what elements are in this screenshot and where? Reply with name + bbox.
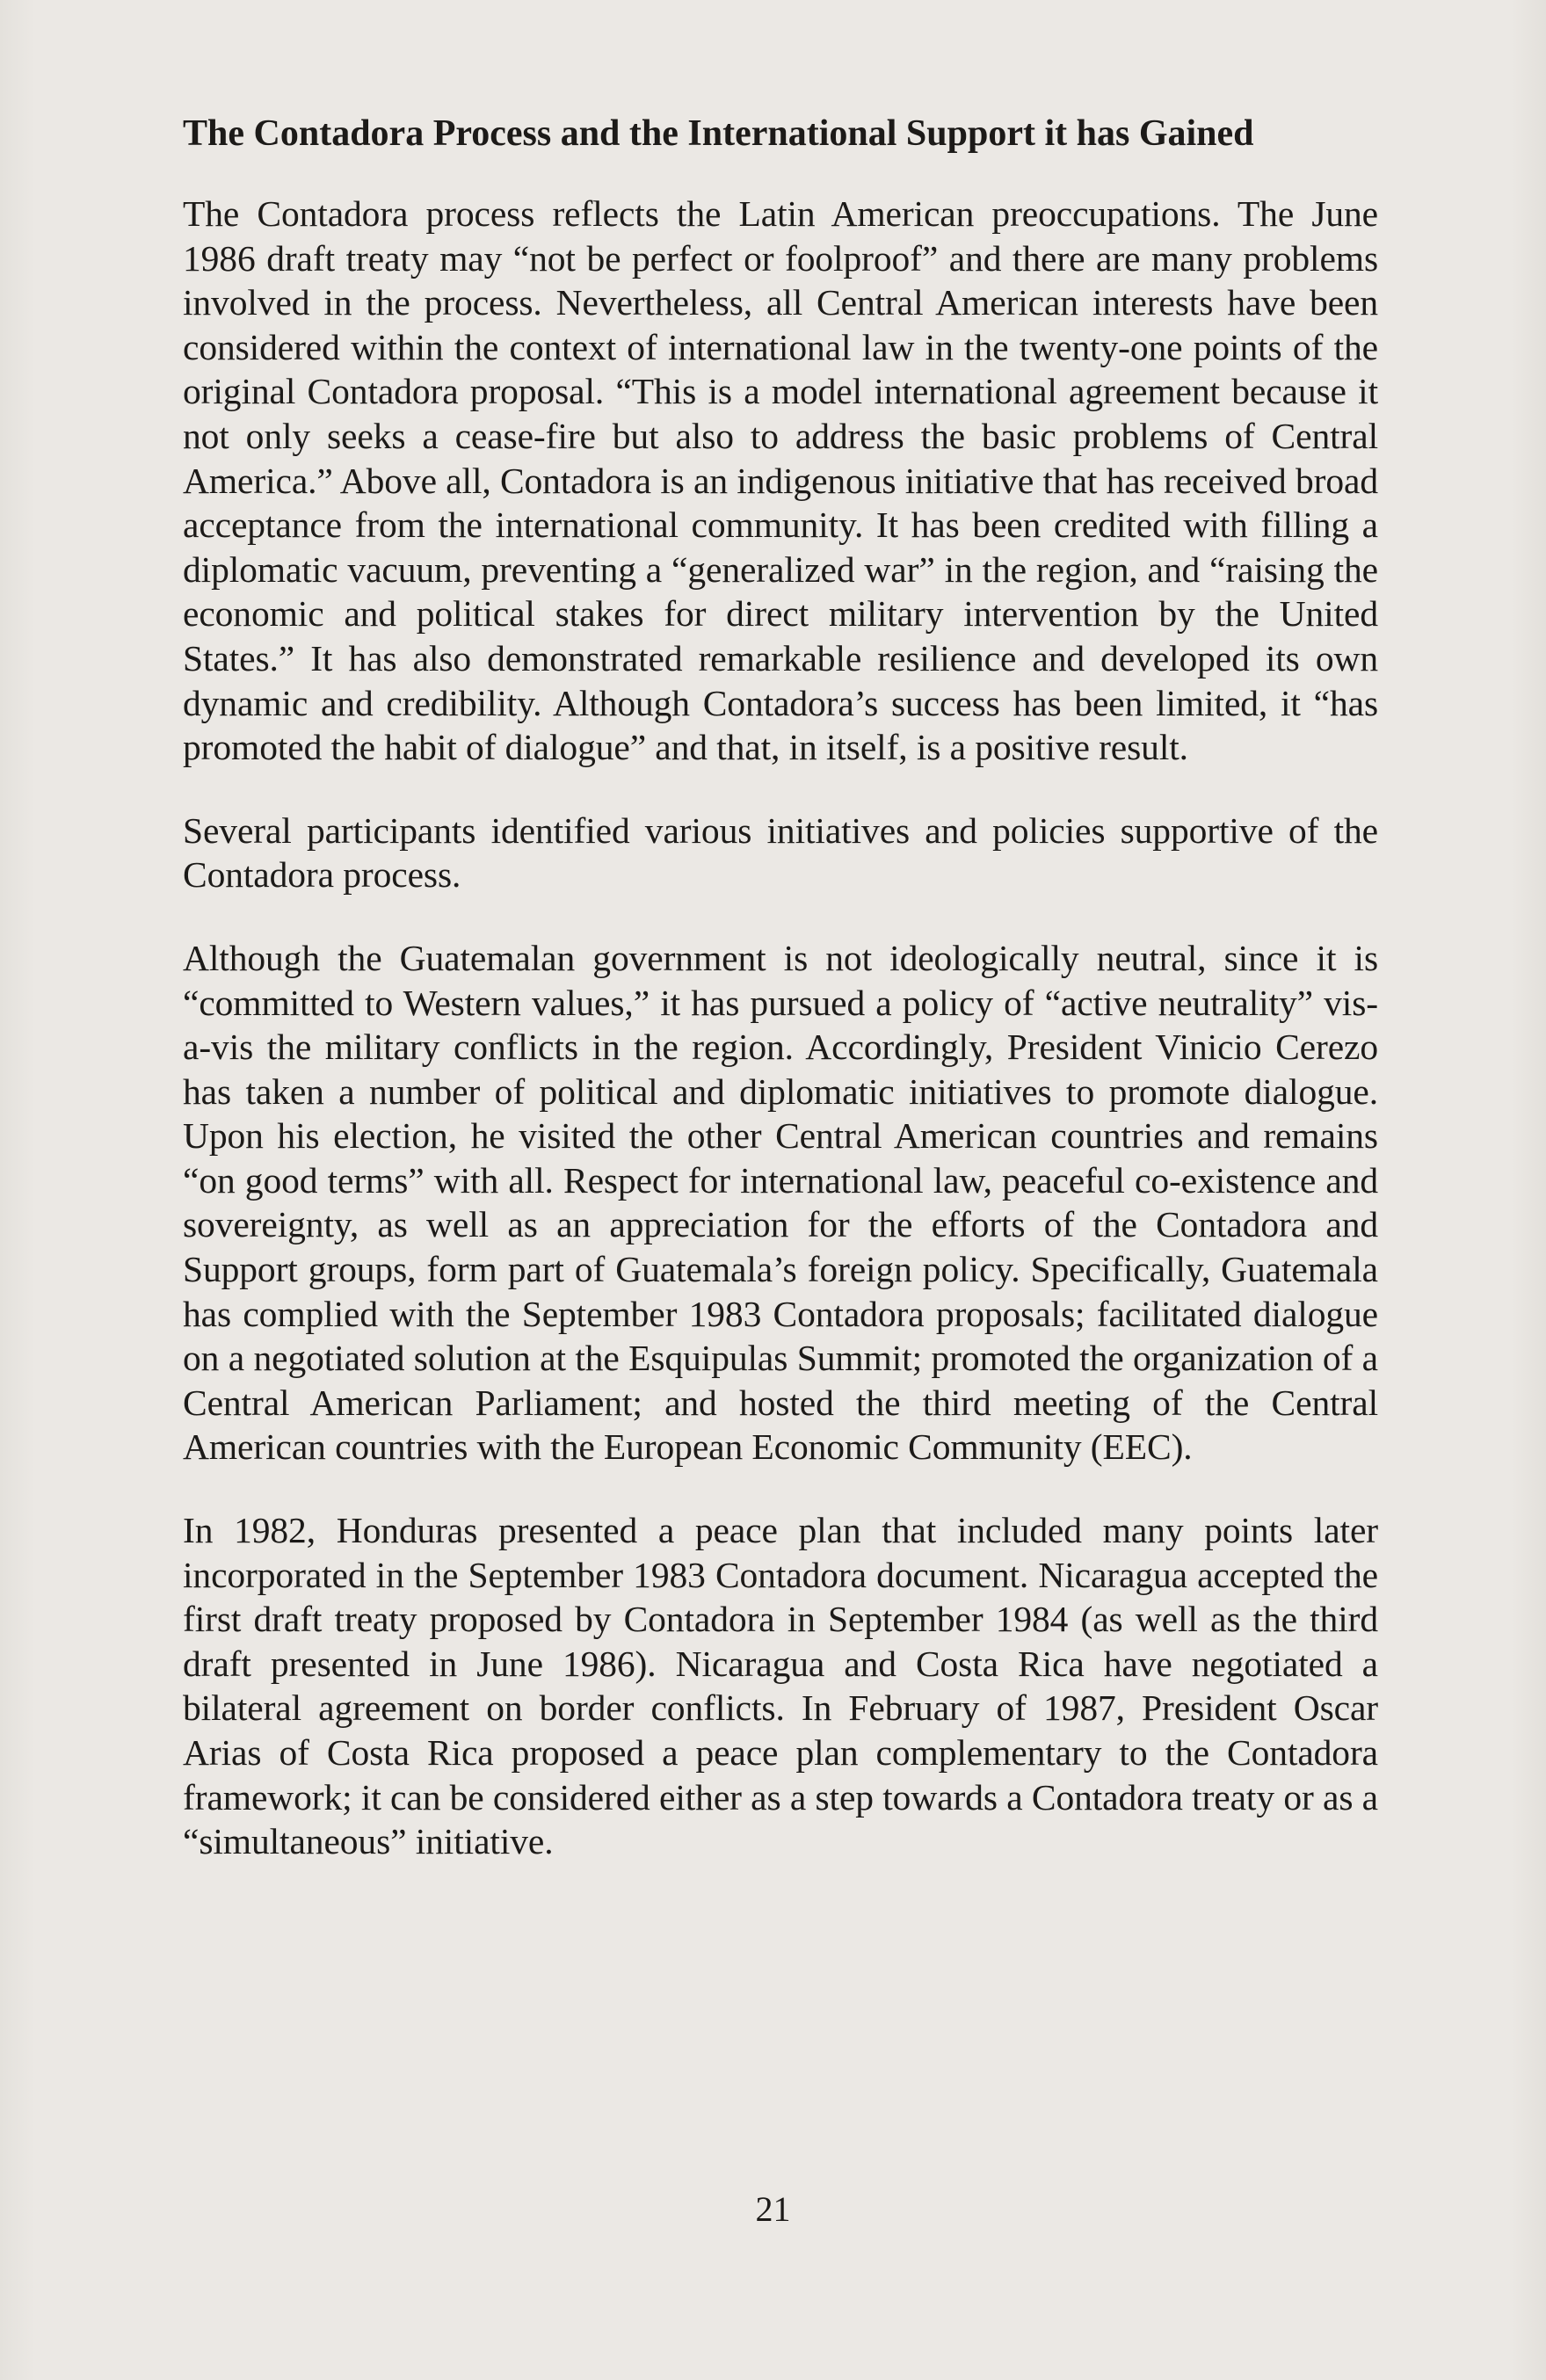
section-heading: The Contadora Process and the International Support it has Gained: [183, 113, 1254, 154]
page-content: [183, 112, 1378, 1903]
paragraph-contadora-overview: The Contadora process reflects the Latin American preoccupations. The June 1986 draft treaty may “not be perfect or foolproof” and there are many problems involved in the process. Nevertheless, all Central American interests have been considered within the context of international law in the twenty-one points of the original Contadora proposal. “This is a model international agreement because it not only seeks a cease-fire but also to address the basic problems of Central America.” Above all, Contadora is an indigenous initiative that has received broad acceptance from the international community. It has been credited with filling a diplomatic vacuum, preventing a “generalized war” in the region, and “raising the economic and political stakes for direct military intervention by the United States.” It has also demonstrated remarkable resilience and developed its own dynamic and credibility. Although Contadora’s success has been limited, it “has promoted the habit of dialogue” and that, in itself, is a positive result.: [183, 193, 1378, 768]
paragraph-honduras-nicaragua-costa-rica: In 1982, Honduras presented a peace plan that included many points later incorporated in the September 1983 Contadora document. Nicaragua accepted the first draft treaty proposed by Contadora in September 1984 (as well as the third draft presented in June 1986). Nicaragua and Costa Rica have negotiated a bilateral agreement on border conflicts. In February of 1987, President Oscar Arias of Costa Rica proposed a peace plan complementary to the Contadora framework; it can be considered either as a step towards a Contadora treaty or as a “simultaneous” initiative.: [183, 1510, 1378, 1862]
paragraph-participants: Several participants identified various initiatives and policies supportive of the Contadora process.: [183, 809, 1378, 896]
page-number: 21: [755, 2189, 791, 2229]
paragraph-guatemala: Although the Guatemalan government is not ideologically neutral, since it is “committed to Western values,” it has pursued a policy of “active neutrality” vis-a-vis the military conflicts in the region. Accordingly, President Vinicio Cerezo has taken a number of political and diplomatic initiatives to promote dialogue. Upon his election, he visited the other Central American countries and remains “on good terms” with all. Respect for international law, peaceful co-existence and sovereignty, as well as an appreciation for the efforts of the Contadora and Support groups, form part of Guatemala’s foreign policy. Specifically, Guatemala has complied with the September 1983 Contadora proposals; facilitated dialogue on a negotiated solution at the Esquipulas Summit; promoted the organization of a Central American Parliament; and hosted the third meeting of the Central American countries with the European Economic Community (EEC).: [183, 937, 1378, 1468]
